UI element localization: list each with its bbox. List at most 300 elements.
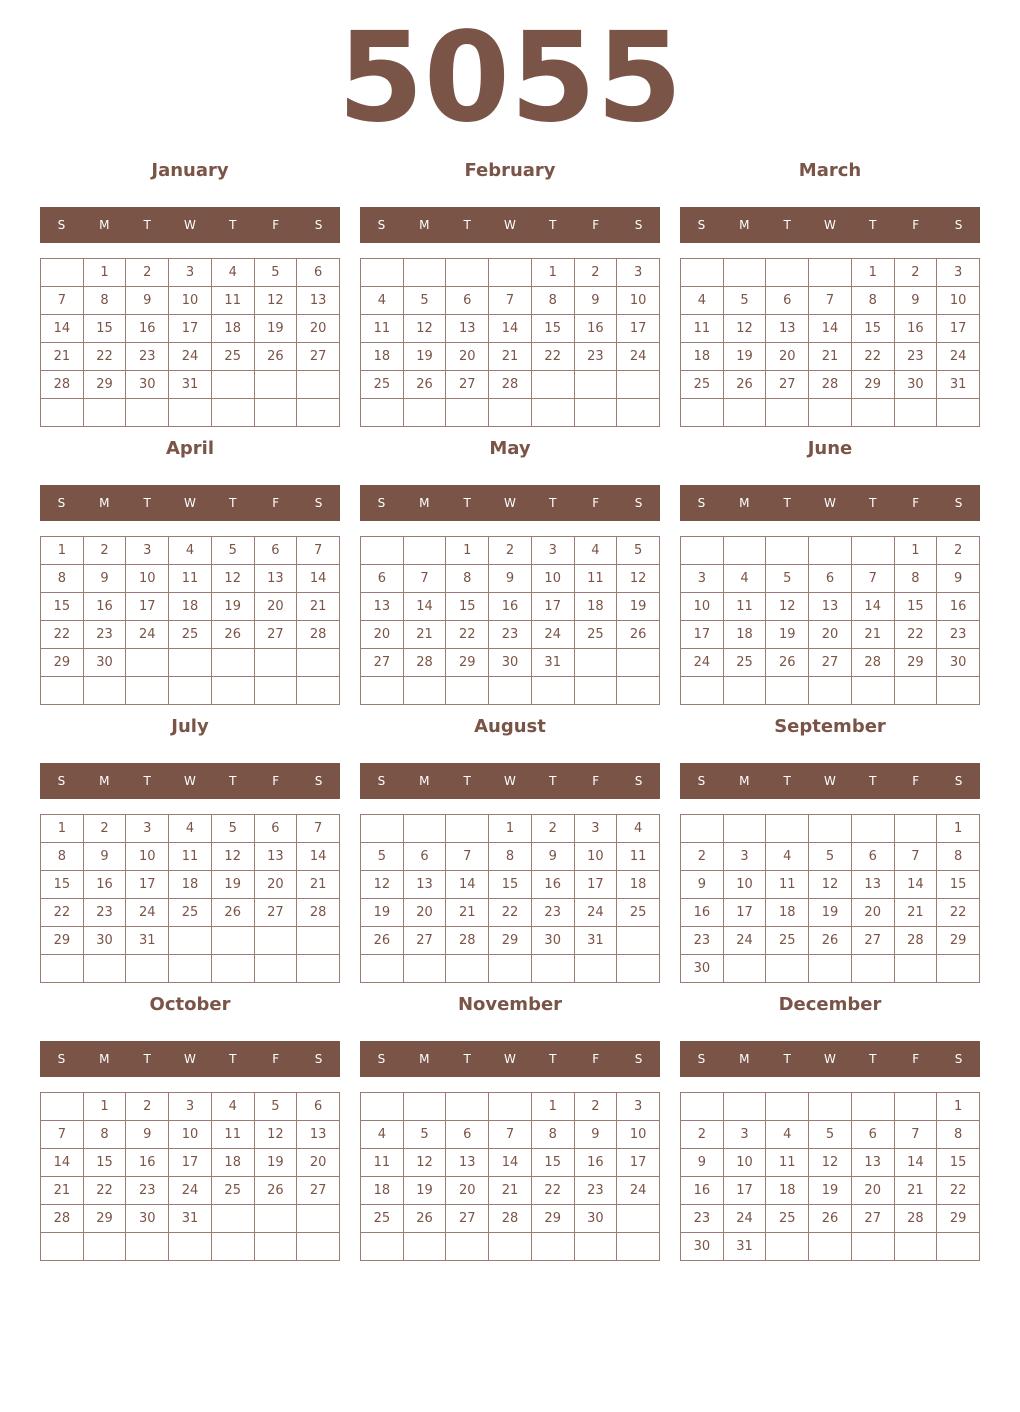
day-cell[interactable]: 1 (41, 815, 84, 843)
day-cell[interactable]: 3 (724, 1121, 767, 1149)
day-cell[interactable]: 12 (255, 287, 298, 315)
day-cell[interactable]: 9 (532, 843, 575, 871)
day-cell[interactable]: 26 (404, 371, 447, 399)
day-cell[interactable]: 17 (532, 593, 575, 621)
day-cell[interactable]: 16 (489, 593, 532, 621)
day-cell[interactable]: 5 (212, 537, 255, 565)
day-cell[interactable]: 7 (809, 287, 852, 315)
day-cell[interactable]: 5 (255, 259, 298, 287)
day-cell[interactable]: 22 (532, 343, 575, 371)
day-cell[interactable]: 11 (169, 843, 212, 871)
day-cell[interactable]: 9 (126, 1121, 169, 1149)
day-cell[interactable]: 10 (126, 843, 169, 871)
day-cell[interactable]: 14 (404, 593, 447, 621)
day-cell[interactable]: 22 (446, 621, 489, 649)
day-cell[interactable]: 5 (212, 815, 255, 843)
day-cell[interactable]: 14 (895, 1149, 938, 1177)
day-cell[interactable]: 4 (361, 287, 404, 315)
day-cell[interactable]: 23 (895, 343, 938, 371)
day-cell[interactable]: 28 (895, 1205, 938, 1233)
day-cell[interactable]: 1 (489, 815, 532, 843)
day-cell[interactable]: 3 (724, 843, 767, 871)
day-cell[interactable]: 21 (852, 621, 895, 649)
day-cell[interactable]: 15 (937, 871, 980, 899)
day-cell[interactable]: 16 (84, 871, 127, 899)
day-cell[interactable]: 21 (809, 343, 852, 371)
day-cell[interactable]: 11 (212, 287, 255, 315)
day-cell[interactable]: 4 (169, 537, 212, 565)
day-cell[interactable]: 21 (41, 343, 84, 371)
day-cell[interactable]: 17 (937, 315, 980, 343)
day-cell[interactable]: 28 (41, 1205, 84, 1233)
day-cell[interactable]: 20 (446, 1177, 489, 1205)
day-cell[interactable]: 4 (169, 815, 212, 843)
day-cell[interactable]: 21 (895, 899, 938, 927)
day-cell[interactable]: 19 (404, 343, 447, 371)
day-cell[interactable]: 4 (361, 1121, 404, 1149)
day-cell[interactable]: 31 (575, 927, 618, 955)
day-cell[interactable]: 22 (84, 1177, 127, 1205)
day-cell[interactable]: 9 (489, 565, 532, 593)
day-cell[interactable]: 26 (404, 1205, 447, 1233)
day-cell[interactable]: 1 (532, 1093, 575, 1121)
day-cell[interactable]: 15 (489, 871, 532, 899)
day-cell[interactable]: 14 (41, 315, 84, 343)
day-cell[interactable]: 26 (361, 927, 404, 955)
day-cell[interactable]: 31 (169, 371, 212, 399)
day-cell[interactable]: 2 (84, 537, 127, 565)
day-cell[interactable]: 30 (126, 371, 169, 399)
day-cell[interactable]: 29 (895, 649, 938, 677)
day-cell[interactable]: 26 (212, 899, 255, 927)
day-cell[interactable]: 22 (41, 899, 84, 927)
day-cell[interactable]: 10 (575, 843, 618, 871)
day-cell[interactable]: 15 (895, 593, 938, 621)
day-cell[interactable]: 21 (297, 871, 340, 899)
day-cell[interactable]: 5 (809, 1121, 852, 1149)
day-cell[interactable]: 8 (852, 287, 895, 315)
day-cell[interactable]: 8 (937, 1121, 980, 1149)
day-cell[interactable]: 18 (724, 621, 767, 649)
day-cell[interactable]: 23 (575, 1177, 618, 1205)
day-cell[interactable]: 16 (126, 1149, 169, 1177)
day-cell[interactable]: 20 (361, 621, 404, 649)
day-cell[interactable]: 25 (724, 649, 767, 677)
day-cell[interactable]: 27 (446, 1205, 489, 1233)
day-cell[interactable]: 12 (809, 1149, 852, 1177)
day-cell[interactable]: 23 (681, 927, 724, 955)
day-cell[interactable]: 4 (212, 1093, 255, 1121)
day-cell[interactable]: 11 (766, 871, 809, 899)
day-cell[interactable]: 9 (575, 287, 618, 315)
day-cell[interactable]: 18 (361, 343, 404, 371)
day-cell[interactable]: 17 (724, 1177, 767, 1205)
day-cell[interactable]: 24 (937, 343, 980, 371)
day-cell[interactable]: 3 (617, 259, 660, 287)
day-cell[interactable]: 2 (937, 537, 980, 565)
day-cell[interactable]: 23 (937, 621, 980, 649)
day-cell[interactable]: 28 (41, 371, 84, 399)
day-cell[interactable]: 17 (617, 1149, 660, 1177)
day-cell[interactable]: 24 (169, 343, 212, 371)
day-cell[interactable]: 3 (617, 1093, 660, 1121)
day-cell[interactable]: 24 (724, 1205, 767, 1233)
day-cell[interactable]: 23 (84, 621, 127, 649)
day-cell[interactable]: 18 (212, 315, 255, 343)
day-cell[interactable]: 13 (404, 871, 447, 899)
day-cell[interactable]: 26 (809, 927, 852, 955)
day-cell[interactable]: 1 (84, 1093, 127, 1121)
day-cell[interactable]: 30 (489, 649, 532, 677)
day-cell[interactable]: 21 (41, 1177, 84, 1205)
day-cell[interactable]: 25 (361, 371, 404, 399)
day-cell[interactable]: 17 (724, 899, 767, 927)
day-cell[interactable]: 22 (41, 621, 84, 649)
day-cell[interactable]: 29 (937, 927, 980, 955)
day-cell[interactable]: 28 (489, 371, 532, 399)
day-cell[interactable]: 25 (766, 927, 809, 955)
day-cell[interactable]: 10 (617, 287, 660, 315)
day-cell[interactable]: 28 (297, 621, 340, 649)
day-cell[interactable]: 24 (617, 1177, 660, 1205)
day-cell[interactable]: 5 (361, 843, 404, 871)
day-cell[interactable]: 4 (575, 537, 618, 565)
day-cell[interactable]: 29 (489, 927, 532, 955)
day-cell[interactable]: 15 (84, 1149, 127, 1177)
day-cell[interactable]: 6 (809, 565, 852, 593)
day-cell[interactable]: 3 (169, 1093, 212, 1121)
day-cell[interactable]: 14 (297, 565, 340, 593)
day-cell[interactable]: 1 (41, 537, 84, 565)
day-cell[interactable]: 17 (575, 871, 618, 899)
day-cell[interactable]: 13 (297, 287, 340, 315)
day-cell[interactable]: 1 (532, 259, 575, 287)
day-cell[interactable]: 23 (126, 343, 169, 371)
day-cell[interactable]: 6 (255, 537, 298, 565)
day-cell[interactable]: 3 (575, 815, 618, 843)
day-cell[interactable]: 28 (852, 649, 895, 677)
day-cell[interactable]: 11 (724, 593, 767, 621)
day-cell[interactable]: 20 (297, 1149, 340, 1177)
day-cell[interactable]: 14 (489, 1149, 532, 1177)
day-cell[interactable]: 24 (169, 1177, 212, 1205)
day-cell[interactable]: 17 (681, 621, 724, 649)
day-cell[interactable]: 13 (297, 1121, 340, 1149)
day-cell[interactable]: 6 (297, 259, 340, 287)
day-cell[interactable]: 6 (404, 843, 447, 871)
day-cell[interactable]: 24 (681, 649, 724, 677)
day-cell[interactable]: 17 (169, 1149, 212, 1177)
day-cell[interactable]: 7 (489, 287, 532, 315)
day-cell[interactable]: 7 (895, 843, 938, 871)
day-cell[interactable]: 11 (212, 1121, 255, 1149)
day-cell[interactable]: 8 (895, 565, 938, 593)
day-cell[interactable]: 27 (404, 927, 447, 955)
day-cell[interactable]: 10 (532, 565, 575, 593)
day-cell[interactable]: 12 (212, 565, 255, 593)
day-cell[interactable]: 19 (212, 871, 255, 899)
day-cell[interactable]: 1 (937, 815, 980, 843)
day-cell[interactable]: 25 (212, 343, 255, 371)
day-cell[interactable]: 5 (724, 287, 767, 315)
day-cell[interactable]: 14 (809, 315, 852, 343)
day-cell[interactable]: 27 (255, 899, 298, 927)
day-cell[interactable]: 30 (84, 649, 127, 677)
day-cell[interactable]: 15 (852, 315, 895, 343)
day-cell[interactable]: 27 (255, 621, 298, 649)
day-cell[interactable]: 5 (404, 1121, 447, 1149)
day-cell[interactable]: 9 (575, 1121, 618, 1149)
day-cell[interactable]: 23 (681, 1205, 724, 1233)
day-cell[interactable]: 25 (169, 621, 212, 649)
day-cell[interactable]: 13 (255, 843, 298, 871)
day-cell[interactable]: 29 (446, 649, 489, 677)
day-cell[interactable]: 16 (575, 315, 618, 343)
day-cell[interactable]: 6 (361, 565, 404, 593)
day-cell[interactable]: 6 (766, 287, 809, 315)
day-cell[interactable]: 12 (404, 1149, 447, 1177)
day-cell[interactable]: 12 (212, 843, 255, 871)
day-cell[interactable]: 18 (617, 871, 660, 899)
day-cell[interactable]: 10 (617, 1121, 660, 1149)
day-cell[interactable]: 13 (446, 1149, 489, 1177)
day-cell[interactable]: 11 (169, 565, 212, 593)
day-cell[interactable]: 28 (489, 1205, 532, 1233)
day-cell[interactable]: 19 (809, 899, 852, 927)
day-cell[interactable]: 21 (895, 1177, 938, 1205)
day-cell[interactable]: 3 (126, 815, 169, 843)
day-cell[interactable]: 2 (126, 1093, 169, 1121)
day-cell[interactable]: 4 (766, 1121, 809, 1149)
day-cell[interactable]: 14 (297, 843, 340, 871)
day-cell[interactable]: 8 (532, 287, 575, 315)
day-cell[interactable]: 9 (84, 843, 127, 871)
day-cell[interactable]: 24 (126, 621, 169, 649)
day-cell[interactable]: 9 (126, 287, 169, 315)
day-cell[interactable]: 23 (532, 899, 575, 927)
day-cell[interactable]: 29 (41, 649, 84, 677)
day-cell[interactable]: 21 (297, 593, 340, 621)
day-cell[interactable]: 11 (361, 315, 404, 343)
day-cell[interactable]: 22 (532, 1177, 575, 1205)
day-cell[interactable]: 8 (489, 843, 532, 871)
day-cell[interactable]: 13 (766, 315, 809, 343)
day-cell[interactable]: 17 (126, 871, 169, 899)
day-cell[interactable]: 18 (766, 1177, 809, 1205)
day-cell[interactable]: 15 (532, 315, 575, 343)
day-cell[interactable]: 2 (489, 537, 532, 565)
day-cell[interactable]: 18 (212, 1149, 255, 1177)
day-cell[interactable]: 30 (937, 649, 980, 677)
day-cell[interactable]: 5 (404, 287, 447, 315)
day-cell[interactable]: 22 (937, 1177, 980, 1205)
day-cell[interactable]: 25 (169, 899, 212, 927)
day-cell[interactable]: 12 (255, 1121, 298, 1149)
day-cell[interactable]: 8 (41, 565, 84, 593)
day-cell[interactable]: 14 (41, 1149, 84, 1177)
day-cell[interactable]: 10 (681, 593, 724, 621)
day-cell[interactable]: 11 (617, 843, 660, 871)
day-cell[interactable]: 18 (575, 593, 618, 621)
day-cell[interactable]: 19 (255, 1149, 298, 1177)
day-cell[interactable]: 4 (617, 815, 660, 843)
day-cell[interactable]: 26 (809, 1205, 852, 1233)
day-cell[interactable]: 22 (489, 899, 532, 927)
day-cell[interactable]: 3 (937, 259, 980, 287)
day-cell[interactable]: 10 (724, 1149, 767, 1177)
day-cell[interactable]: 6 (297, 1093, 340, 1121)
day-cell[interactable]: 18 (169, 593, 212, 621)
day-cell[interactable]: 13 (852, 871, 895, 899)
day-cell[interactable]: 9 (84, 565, 127, 593)
day-cell[interactable]: 27 (852, 927, 895, 955)
day-cell[interactable]: 10 (724, 871, 767, 899)
day-cell[interactable]: 25 (361, 1205, 404, 1233)
day-cell[interactable]: 7 (41, 1121, 84, 1149)
day-cell[interactable]: 30 (895, 371, 938, 399)
day-cell[interactable]: 30 (681, 955, 724, 983)
day-cell[interactable]: 20 (852, 899, 895, 927)
day-cell[interactable]: 2 (681, 1121, 724, 1149)
day-cell[interactable]: 26 (255, 1177, 298, 1205)
day-cell[interactable]: 29 (41, 927, 84, 955)
day-cell[interactable]: 21 (489, 1177, 532, 1205)
day-cell[interactable]: 15 (84, 315, 127, 343)
day-cell[interactable]: 30 (84, 927, 127, 955)
day-cell[interactable]: 18 (766, 899, 809, 927)
day-cell[interactable]: 28 (297, 899, 340, 927)
day-cell[interactable]: 13 (446, 315, 489, 343)
day-cell[interactable]: 20 (766, 343, 809, 371)
day-cell[interactable]: 25 (212, 1177, 255, 1205)
day-cell[interactable]: 21 (446, 899, 489, 927)
day-cell[interactable]: 14 (489, 315, 532, 343)
day-cell[interactable]: 8 (41, 843, 84, 871)
day-cell[interactable]: 10 (937, 287, 980, 315)
day-cell[interactable]: 26 (724, 371, 767, 399)
day-cell[interactable]: 4 (212, 259, 255, 287)
day-cell[interactable]: 16 (895, 315, 938, 343)
day-cell[interactable]: 25 (617, 899, 660, 927)
day-cell[interactable]: 1 (937, 1093, 980, 1121)
day-cell[interactable]: 3 (681, 565, 724, 593)
day-cell[interactable]: 2 (575, 259, 618, 287)
day-cell[interactable]: 31 (937, 371, 980, 399)
day-cell[interactable]: 26 (766, 649, 809, 677)
day-cell[interactable]: 29 (84, 371, 127, 399)
day-cell[interactable]: 31 (169, 1205, 212, 1233)
day-cell[interactable]: 7 (895, 1121, 938, 1149)
day-cell[interactable]: 20 (255, 871, 298, 899)
day-cell[interactable]: 24 (575, 899, 618, 927)
day-cell[interactable]: 4 (766, 843, 809, 871)
day-cell[interactable]: 8 (446, 565, 489, 593)
day-cell[interactable]: 24 (724, 927, 767, 955)
day-cell[interactable]: 27 (852, 1205, 895, 1233)
day-cell[interactable]: 22 (895, 621, 938, 649)
day-cell[interactable]: 1 (895, 537, 938, 565)
day-cell[interactable]: 26 (212, 621, 255, 649)
day-cell[interactable]: 12 (361, 871, 404, 899)
day-cell[interactable]: 20 (404, 899, 447, 927)
day-cell[interactable]: 16 (681, 1177, 724, 1205)
day-cell[interactable]: 16 (532, 871, 575, 899)
day-cell[interactable]: 9 (895, 287, 938, 315)
day-cell[interactable]: 30 (126, 1205, 169, 1233)
day-cell[interactable]: 2 (681, 843, 724, 871)
day-cell[interactable]: 3 (532, 537, 575, 565)
day-cell[interactable]: 20 (255, 593, 298, 621)
day-cell[interactable]: 2 (84, 815, 127, 843)
day-cell[interactable]: 24 (617, 343, 660, 371)
day-cell[interactable]: 1 (84, 259, 127, 287)
day-cell[interactable]: 23 (489, 621, 532, 649)
day-cell[interactable]: 18 (681, 343, 724, 371)
day-cell[interactable]: 29 (532, 1205, 575, 1233)
day-cell[interactable]: 6 (255, 815, 298, 843)
day-cell[interactable]: 5 (809, 843, 852, 871)
day-cell[interactable]: 17 (126, 593, 169, 621)
day-cell[interactable]: 11 (575, 565, 618, 593)
day-cell[interactable]: 20 (809, 621, 852, 649)
day-cell[interactable]: 7 (446, 843, 489, 871)
day-cell[interactable]: 6 (852, 1121, 895, 1149)
day-cell[interactable]: 14 (895, 871, 938, 899)
day-cell[interactable]: 2 (532, 815, 575, 843)
day-cell[interactable]: 21 (404, 621, 447, 649)
day-cell[interactable]: 31 (724, 1233, 767, 1261)
day-cell[interactable]: 19 (724, 343, 767, 371)
day-cell[interactable]: 20 (446, 343, 489, 371)
day-cell[interactable]: 5 (766, 565, 809, 593)
day-cell[interactable]: 7 (297, 537, 340, 565)
day-cell[interactable]: 15 (41, 593, 84, 621)
day-cell[interactable]: 8 (84, 287, 127, 315)
day-cell[interactable]: 30 (532, 927, 575, 955)
day-cell[interactable]: 12 (766, 593, 809, 621)
day-cell[interactable]: 7 (297, 815, 340, 843)
day-cell[interactable]: 6 (852, 843, 895, 871)
day-cell[interactable]: 28 (404, 649, 447, 677)
day-cell[interactable]: 29 (937, 1205, 980, 1233)
day-cell[interactable]: 8 (937, 843, 980, 871)
day-cell[interactable]: 21 (489, 343, 532, 371)
day-cell[interactable]: 16 (937, 593, 980, 621)
day-cell[interactable]: 14 (852, 593, 895, 621)
day-cell[interactable]: 2 (126, 259, 169, 287)
day-cell[interactable]: 8 (532, 1121, 575, 1149)
day-cell[interactable]: 11 (681, 315, 724, 343)
day-cell[interactable]: 22 (852, 343, 895, 371)
day-cell[interactable]: 28 (809, 371, 852, 399)
day-cell[interactable]: 22 (937, 899, 980, 927)
day-cell[interactable]: 6 (446, 287, 489, 315)
day-cell[interactable]: 1 (852, 259, 895, 287)
day-cell[interactable]: 27 (809, 649, 852, 677)
day-cell[interactable]: 16 (84, 593, 127, 621)
day-cell[interactable]: 3 (169, 259, 212, 287)
day-cell[interactable]: 29 (852, 371, 895, 399)
day-cell[interactable]: 11 (361, 1149, 404, 1177)
day-cell[interactable]: 31 (532, 649, 575, 677)
day-cell[interactable]: 19 (255, 315, 298, 343)
day-cell[interactable]: 7 (489, 1121, 532, 1149)
day-cell[interactable]: 9 (681, 1149, 724, 1177)
day-cell[interactable]: 10 (169, 1121, 212, 1149)
day-cell[interactable]: 4 (724, 565, 767, 593)
day-cell[interactable]: 10 (126, 565, 169, 593)
day-cell[interactable]: 20 (297, 315, 340, 343)
